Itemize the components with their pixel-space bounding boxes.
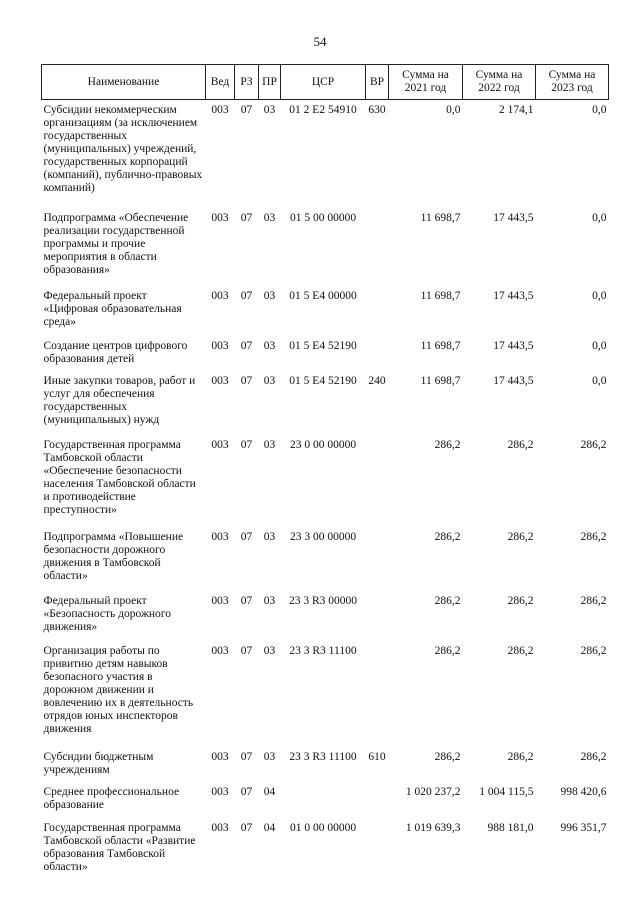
row-sum-2021: 286,2 [434,531,461,543]
row-ved: 003 [211,531,229,543]
row-sum-2021: 286,2 [434,751,461,763]
header-pr: ПР [259,65,281,100]
row-csr: 01 5 E4 52190 [289,375,357,387]
row-vr [366,286,389,336]
row-sum-2021: 1 019 639,3 [405,822,461,834]
row-ved: 003 [211,786,229,798]
row-ved: 003 [211,751,229,763]
row-pr: 03 [263,212,276,224]
row-sum-2022: 2 174,1 [499,104,534,116]
row-sum-2022: 1 004 115,5 [479,786,534,798]
row-name: Организация работы по привитию детям навыков безопасного участия в дорожном движении и вовлечению их в деятельность отрядов юных инспекторов движения [43,645,194,735]
row-name: Субсидии бюджетным учреждениям [43,751,154,776]
row-pr: 03 [263,290,276,302]
row-csr: 23 3 R3 11100 [289,645,357,657]
row-pr: 03 [263,531,276,543]
table-row [42,286,609,336]
row-ved: 003 [211,290,229,302]
row-sum-2021: 11 698,7 [420,212,461,224]
row-csr: 23 3 R3 11100 [289,751,357,763]
row-name: Среднее профессиональное образование [43,786,180,811]
row-pr: 03 [263,595,276,607]
header-sum-2022: Сумма на 2022 год [463,65,536,100]
page-number: 54 [313,34,327,49]
row-ved: 003 [211,822,229,834]
row-sum-2023: 286,2 [580,751,607,763]
row-name: Федеральный проект «Цифровая образовательная среда» [43,290,182,328]
row-csr: 01 0 00 00000 [289,822,357,834]
row-ved: 003 [211,439,229,451]
row-vr [366,591,389,641]
row-sum-2022: 17 443,5 [493,212,534,224]
row-sum-2023: 0,0 [592,290,607,302]
row-sum-2023: 0,0 [592,340,607,352]
row-ved: 003 [211,340,229,352]
table-row [42,527,609,591]
row-csr: 01 2 E2 54910 [289,104,357,116]
table-row [42,435,609,527]
row-vr [366,818,389,882]
table-row [42,100,609,209]
header-csr: ЦСР [281,65,366,100]
row-sum-2021: 1 020 237,2 [405,786,461,798]
row-pr: 03 [263,104,276,116]
row-sum-2023: 286,2 [580,531,607,543]
row-sum-2022: 286,2 [507,595,534,607]
table-row [42,818,609,882]
header-name: Наименование [42,65,206,100]
row-name: Подпрограмма «Повышение безопасности дорожного движения в Тамбовской области» [43,531,184,582]
header-ved: Вед [206,65,235,100]
row-vr [366,641,389,747]
row-csr: 23 3 R3 00000 [288,595,358,607]
row-name: Федеральный проект «Безопасность дорожного движения» [43,595,171,633]
row-pr: 03 [263,375,276,387]
row-csr: 23 0 00 00000 [289,439,357,451]
row-rz: 07 [240,340,253,352]
table-row [42,747,609,782]
row-sum-2023: 286,2 [580,595,607,607]
row-ved: 003 [211,212,229,224]
row-sum-2021: 0,0 [446,104,461,116]
row-sum-2023: 996 351,7 [560,822,607,834]
row-name: Субсидии некоммерческим организациям (за исключением государственных (муниципальных) учреждений, государственных корпораций (компаний), публично-правовых компаний) [43,104,203,194]
table-row [42,208,609,286]
row-vr: 630 [368,104,386,116]
row-rz: 07 [240,645,253,657]
row-name: Создание центров цифрового образования детей [43,340,188,365]
table-row [42,336,609,371]
row-rz: 07 [240,822,253,834]
row-csr: 01 5 E4 52190 [289,340,357,352]
row-vr: 240 [368,375,386,387]
row-name: Иные закупки товаров, работ и услуг для обеспечения государственных (муниципальных) нужд [43,375,196,426]
row-sum-2022: 17 443,5 [493,340,534,352]
header-rz: РЗ [235,65,259,100]
row-pr: 04 [263,822,276,834]
row-sum-2022: 286,2 [507,645,534,657]
row-csr: 01 5 E4 00000 [289,290,357,302]
table-row [42,371,609,435]
row-ved: 003 [211,645,229,657]
table-row [42,782,609,818]
row-pr: 03 [263,340,276,352]
row-pr: 03 [263,751,276,763]
row-vr [366,208,389,286]
header-vr: ВР [366,65,389,100]
row-vr: 610 [368,751,386,763]
row-sum-2023: 286,2 [580,645,607,657]
row-sum-2023: 286,2 [580,439,607,451]
row-rz: 07 [240,439,253,451]
row-name: Государственная программа Тамбовской области «Обеспечение безопасности населения Тамбовской области и противодействие преступности» [43,439,196,516]
row-pr: 03 [263,645,276,657]
row-rz: 07 [240,751,253,763]
row-sum-2021: 11 698,7 [420,340,461,352]
row-sum-2022: 286,2 [507,531,534,543]
row-ved: 003 [211,104,229,116]
row-rz: 07 [240,595,253,607]
row-sum-2022: 17 443,5 [493,375,534,387]
row-vr [366,527,389,591]
row-csr: 01 5 00 00000 [289,212,357,224]
row-ved: 003 [211,595,229,607]
table-row [42,641,609,747]
row-sum-2022: 286,2 [507,751,534,763]
row-sum-2023: 0,0 [592,212,607,224]
row-ved: 003 [211,375,229,387]
row-rz: 07 [240,375,253,387]
row-name: Государственная программа Тамбовской области «Развитие образования Тамбовской области» [43,822,196,873]
row-pr: 03 [263,439,276,451]
budget-table [41,64,609,882]
row-sum-2021: 286,2 [434,439,461,451]
row-csr: 23 3 00 00000 [289,531,357,543]
row-sum-2022: 17 443,5 [493,290,534,302]
row-rz: 07 [240,786,253,798]
row-sum-2023: 998 420,6 [560,786,607,798]
row-vr [366,435,389,527]
row-sum-2022: 988 181,0 [487,822,534,834]
row-sum-2023: 0,0 [592,375,607,387]
row-rz: 07 [240,531,253,543]
header-sum-2021: Сумма на 2021 год [389,65,463,100]
table-header [42,65,609,100]
row-vr [366,336,389,371]
row-csr [281,782,366,818]
table-row [42,591,609,641]
row-sum-2021: 286,2 [434,645,461,657]
header-sum-2023: Сумма на 2023 год [536,65,609,100]
row-pr: 04 [263,786,276,798]
row-vr [366,782,389,818]
row-sum-2021: 286,2 [434,595,461,607]
row-name: Подпрограмма «Обеспечение реализации государственной программы и прочие мероприятия в области образования» [43,212,189,276]
row-sum-2023: 0,0 [592,104,607,116]
row-rz: 07 [240,290,253,302]
table-body [42,100,609,883]
row-rz: 07 [240,212,253,224]
row-sum-2022: 286,2 [507,439,534,451]
row-sum-2021: 11 698,7 [420,290,461,302]
row-sum-2021: 11 698,7 [420,375,461,387]
row-rz: 07 [240,104,253,116]
